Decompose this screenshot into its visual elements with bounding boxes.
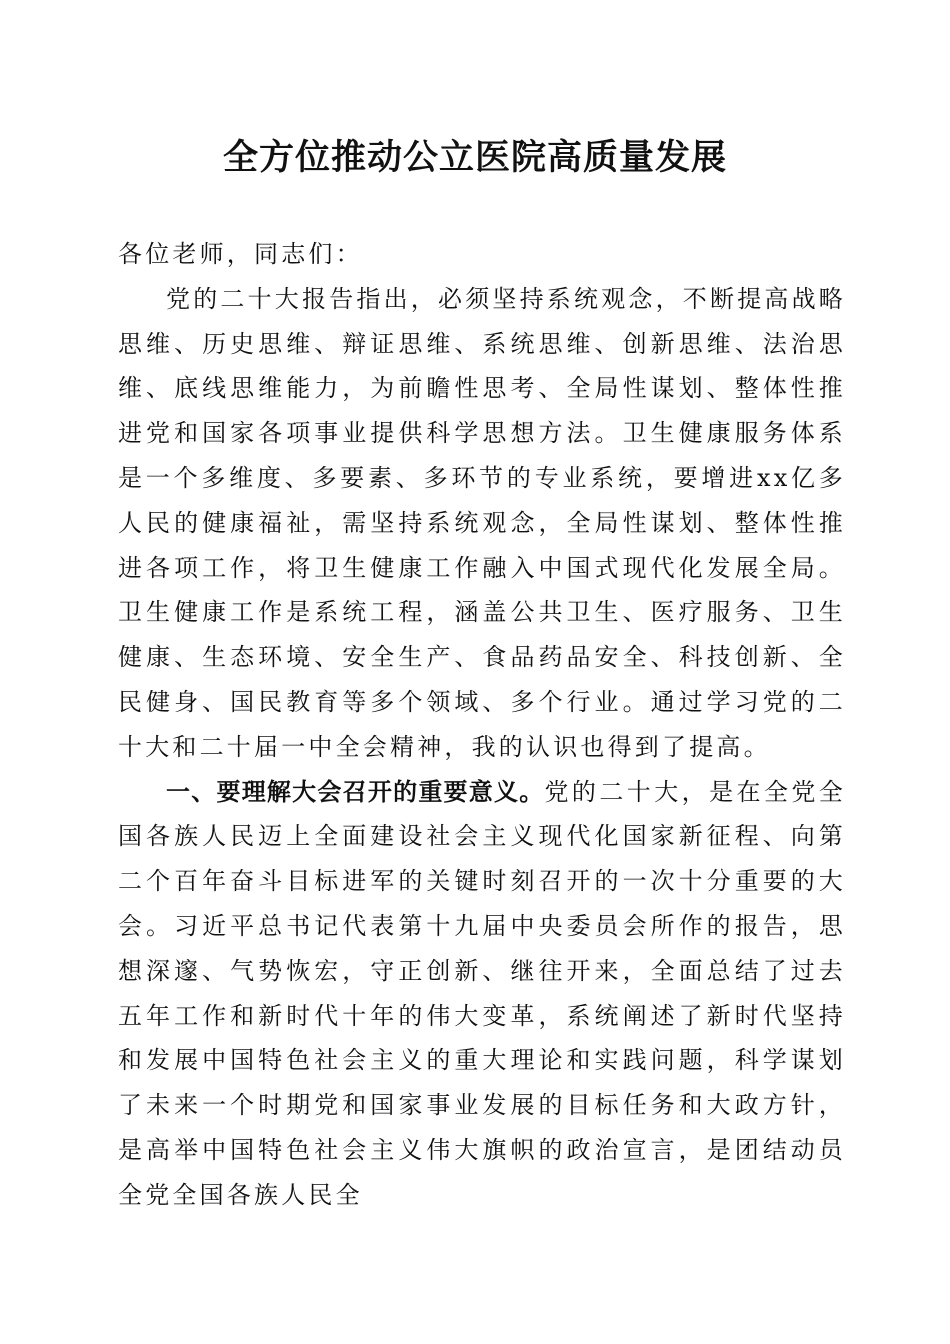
document-body — [118, 232, 846, 1218]
section-1-heading: 一、要理解大会召开的重要意义。 — [166, 777, 545, 806]
paragraph-intro: 党的二十大报告指出，必须坚持系统观念，不断提高战略思维、历史思维、辩证思维、系统思维、创新思维、法治思维、底线思维能力，为前瞻性思考、全局性谋划、整体性推进党和国家各项事业提供科学思想方法。卫生健康服务体系是一个多维度、多要素、多环节的专业系统，要增进xx亿多人民的健康福祉，需坚持系统观念，全局性谋划、整体性推进各项工作，将卫生健康工作融入中国式现代化发展全局。卫生健康工作是系统工程，涵盖公共卫生、医疗服务、卫生健康、生态环境、安全生产、食品药品安全、科技创新、全民健身、国民教育等多个领域、多个行业。通过学习党的二十大和二十届一中全会精神，我的认识也得到了提高。 — [118, 284, 846, 761]
paragraph-section-1 — [118, 770, 846, 1218]
document-title: 全方位推动公立医院高质量发展 — [222, 137, 727, 178]
salutation: 各位老师，同志们： — [118, 240, 363, 268]
section-1-text: 党的二十大，是在全党全国各族人民迈上全面建设社会主义现代化国家新征程、向第二个百年奋斗目标进军的关键时刻召开的一次十分重要的大会。习近平总书记代表第十九届中央委员会所作的报告，思想深邃、气势恢宏，守正创新、继往开来，全面总结了过去五年工作和新时代十年的伟大变革，系统阐述了新时代坚持和发展中国特色社会主义的重大理论和实践问题，科学谋划了未来一个时期党和国家事业发展的目标任务和大政方针，是高举中国特色社会主义伟大旗帜的政治宣言，是团结动员全党全国各族人民全 — [118, 777, 847, 1209]
